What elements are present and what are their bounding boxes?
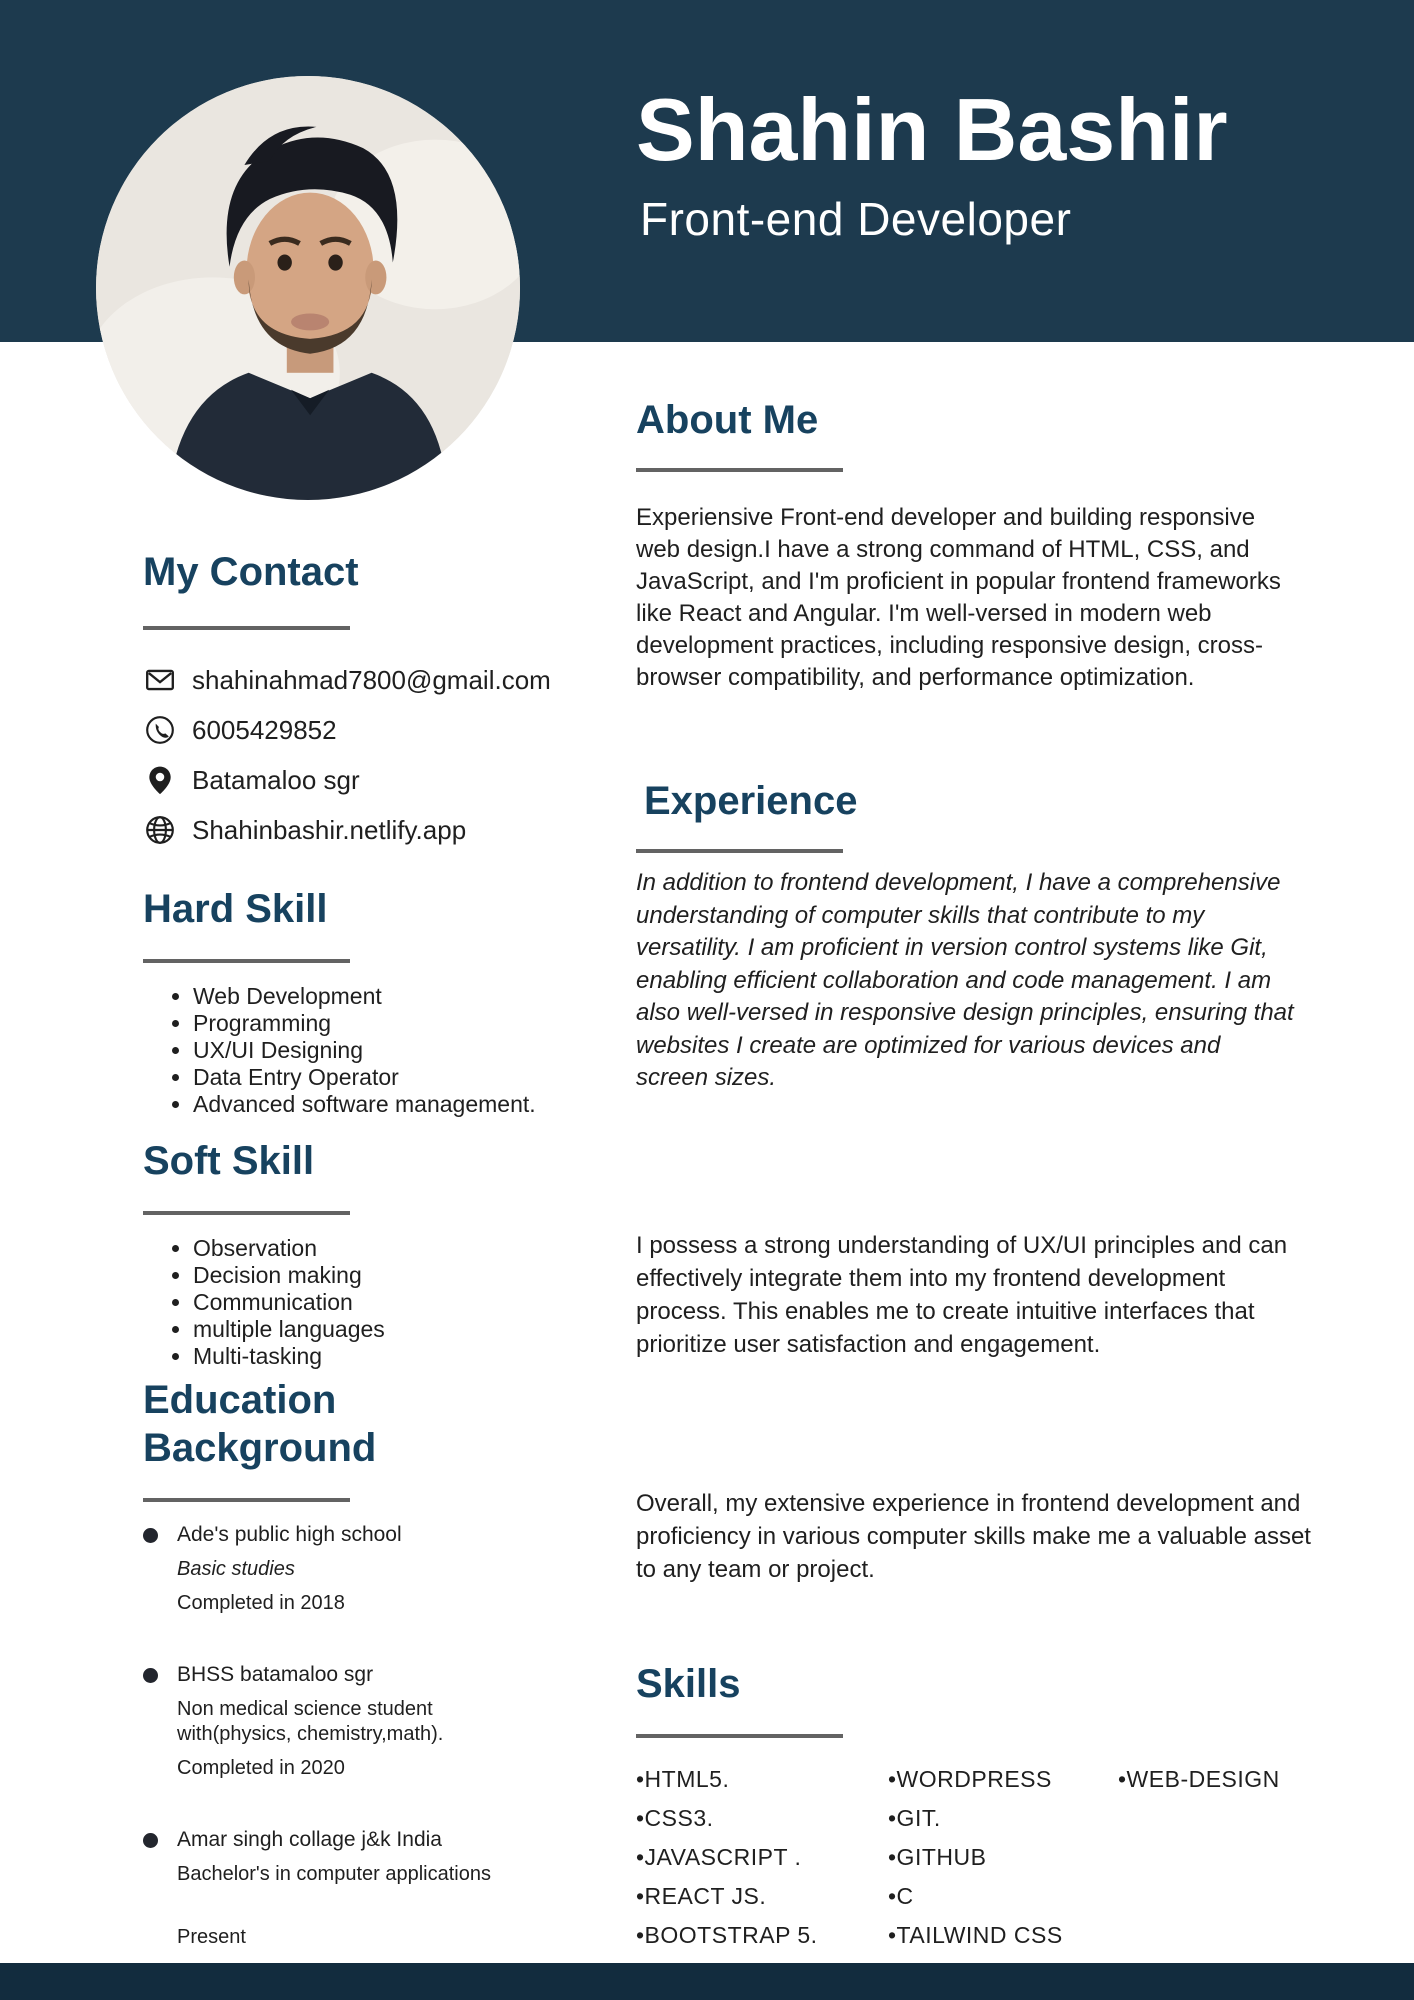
hard-skill-title: Hard Skill: [143, 887, 328, 931]
hard-skill-item: • Data Entry Operator: [193, 1064, 543, 1091]
skill-item: •WORDPRESS: [888, 1766, 1052, 1792]
hard-skill-item: • Web Development: [193, 983, 543, 1010]
education-section: [143, 1376, 563, 1996]
soft-skill-item: • Observation: [193, 1235, 543, 1262]
education-school: Ade's public high school: [177, 1523, 402, 1546]
experience-section: [636, 777, 1296, 1095]
person-role: Front-end Developer: [640, 193, 1072, 245]
about-title: About Me: [636, 398, 819, 442]
soft-skill-list: [143, 1235, 543, 1370]
education-list: [143, 1522, 563, 1950]
email-icon: [143, 663, 177, 697]
education-item: [143, 1522, 563, 1616]
contact-list: [143, 655, 551, 855]
section-divider: [143, 1211, 350, 1215]
skills-column-3: [1118, 1760, 1296, 1955]
contact-row-email[interactable]: [143, 655, 551, 705]
hard-skill-item: • Advanced software management.: [193, 1091, 543, 1118]
education-school: Amar singh collage j&k India: [177, 1828, 442, 1851]
contact-phone-value: 6005429852: [192, 714, 337, 745]
skills-section: [636, 1660, 1296, 1955]
experience-paragraph-3: [636, 1487, 1316, 1586]
education-period: Present: [177, 1926, 246, 1948]
section-divider: [143, 959, 350, 963]
skill-item: •JAVASCRIPT .: [636, 1844, 802, 1870]
contact-location-value: Batamaloo sgr: [192, 764, 360, 795]
section-divider: [636, 849, 843, 853]
location-icon: [143, 763, 177, 797]
education-item: [143, 1827, 563, 1950]
soft-skill-item: • multiple languages: [193, 1316, 543, 1343]
contact-section: [143, 548, 551, 855]
section-divider: [143, 626, 350, 630]
education-detail: Bachelor's in computer applications: [177, 1863, 491, 1885]
contact-website-value[interactable]: Shahinbashir.netlify.app: [192, 814, 467, 845]
education-item: [143, 1662, 563, 1781]
skill-item: •GIT.: [888, 1805, 941, 1831]
hard-skill-list: [143, 983, 543, 1118]
skill-item: •C: [888, 1883, 914, 1909]
hard-skill-section: [143, 885, 543, 1118]
phone-icon: [143, 713, 177, 747]
skill-item: •BOOTSTRAP 5.: [636, 1922, 818, 1948]
experience-body-2: I possess a strong understanding of UX/UI principles and can effectively integrate them into my frontend development process. This enables me to create intuitive interfaces that prioritize user satisfaction and engagement.: [636, 1232, 1288, 1358]
bullet-dot-icon: [143, 1833, 158, 1848]
soft-skill-item: • Communication: [193, 1289, 543, 1316]
section-divider: [143, 1498, 350, 1502]
skill-item: •REACT JS.: [636, 1883, 767, 1909]
education-period: Completed in 2018: [177, 1592, 345, 1614]
person-name: Shahin Bashir: [636, 80, 1228, 179]
skills-column-2: [888, 1760, 1118, 1955]
hard-skill-item: • UX/UI Designing: [193, 1037, 543, 1064]
soft-skill-section: [143, 1137, 543, 1370]
skill-item: •HTML5.: [636, 1766, 730, 1792]
about-section: [636, 396, 1296, 694]
contact-row-location: [143, 755, 543, 805]
contact-title: My Contact: [143, 550, 359, 594]
bullet-dot-icon: [143, 1668, 158, 1683]
soft-skill-item: • Multi-tasking: [193, 1343, 543, 1370]
contact-email-value[interactable]: shahinahmad7800@gmail.com: [192, 664, 551, 695]
skill-item: •GITHUB: [888, 1844, 987, 1870]
experience-body-italic: In addition to frontend development, I have a comprehensive understanding of computer skills that contribute to my versatility. I am proficient in version control systems like Git, enabling efficient collaboration and code management. I am also well-versed in responsive design principles, ensuring that websites I create are optimized for various devices and screen sizes.: [636, 869, 1294, 1091]
skill-item: •TAILWIND CSS: [888, 1922, 1063, 1948]
experience-title: Experience: [644, 779, 858, 823]
contact-row-website[interactable]: [143, 805, 543, 855]
profile-photo: [96, 76, 520, 500]
profile-photo-illustration: [96, 76, 520, 500]
soft-skill-item: • Decision making: [193, 1262, 543, 1289]
section-divider: [636, 1734, 843, 1738]
education-detail: Non medical science student with(physics, chemistry,math).: [177, 1698, 444, 1745]
contact-row-phone: [143, 705, 543, 755]
education-detail: Basic studies: [177, 1558, 295, 1580]
section-divider: [636, 468, 843, 472]
skills-grid: [636, 1760, 1296, 1955]
website-icon: [143, 813, 177, 847]
hard-skill-item: • Programming: [193, 1010, 543, 1037]
skill-item: •CSS3.: [636, 1805, 714, 1831]
education-period: Completed in 2020: [177, 1757, 345, 1779]
education-title: Education Background: [143, 1378, 377, 1470]
soft-skill-title: Soft Skill: [143, 1139, 315, 1183]
education-school: BHSS batamaloo sgr: [177, 1663, 374, 1686]
experience-body-3: Overall, my extensive experience in frontend development and proficiency in various computer skills make me a valuable asset to any team or project.: [636, 1490, 1311, 1583]
skills-title: Skills: [636, 1662, 741, 1706]
bullet-dot-icon: [143, 1528, 158, 1543]
skills-column-1: [636, 1760, 888, 1955]
experience-paragraph-2: [636, 1229, 1296, 1361]
skill-item: •WEB-DESIGN: [1118, 1766, 1280, 1792]
about-body: Experiensive Front-end developer and building responsive web design.I have a strong command of HTML, CSS, and JavaScript, and I'm proficient in popular frontend frameworks like React and Angular. I'm well-versed in modern web development practices, including responsive design, cross-browser compatibility, and performance optimization.: [636, 504, 1281, 691]
